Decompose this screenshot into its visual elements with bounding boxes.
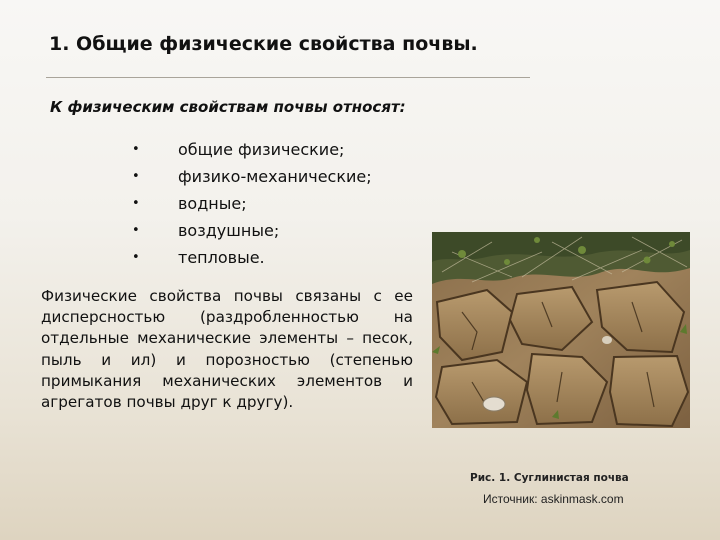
bullet-icon: • <box>132 250 140 265</box>
list-item-text: воздушные; <box>178 221 280 240</box>
properties-list <box>130 136 372 271</box>
slide-title: 1. Общие физические свойства почвы. <box>49 33 478 55</box>
list-item <box>130 163 372 190</box>
list-item <box>130 244 372 271</box>
bullet-icon: • <box>132 223 140 238</box>
bullet-icon: • <box>132 169 140 184</box>
list-item-text: тепловые. <box>178 248 265 267</box>
soil-photo <box>432 232 690 428</box>
subheading: К физическим свойствам почвы относят: <box>50 98 406 116</box>
bullet-icon: • <box>132 142 140 157</box>
list-item-text: общие физические; <box>178 140 345 159</box>
bullet-icon: • <box>132 196 140 211</box>
list-item <box>130 190 372 217</box>
list-item <box>130 217 372 244</box>
list-item-text: водные; <box>178 194 247 213</box>
figure-source: Источник: askinmask.com <box>483 492 624 506</box>
figure-caption: Рис. 1. Суглинистая почва <box>470 472 629 484</box>
list-item <box>130 136 372 163</box>
title-underline <box>46 77 530 78</box>
description-paragraph: Физические свойства почвы связаны с ее дисперсностью (раздробленностью на отдельные механические элементы – песок, пыль и ил) и порозностью (степенью примыкания механических элементов и агрегатов почвы друг к другу). <box>41 287 413 412</box>
list-item-text: физико-механические; <box>178 167 372 186</box>
